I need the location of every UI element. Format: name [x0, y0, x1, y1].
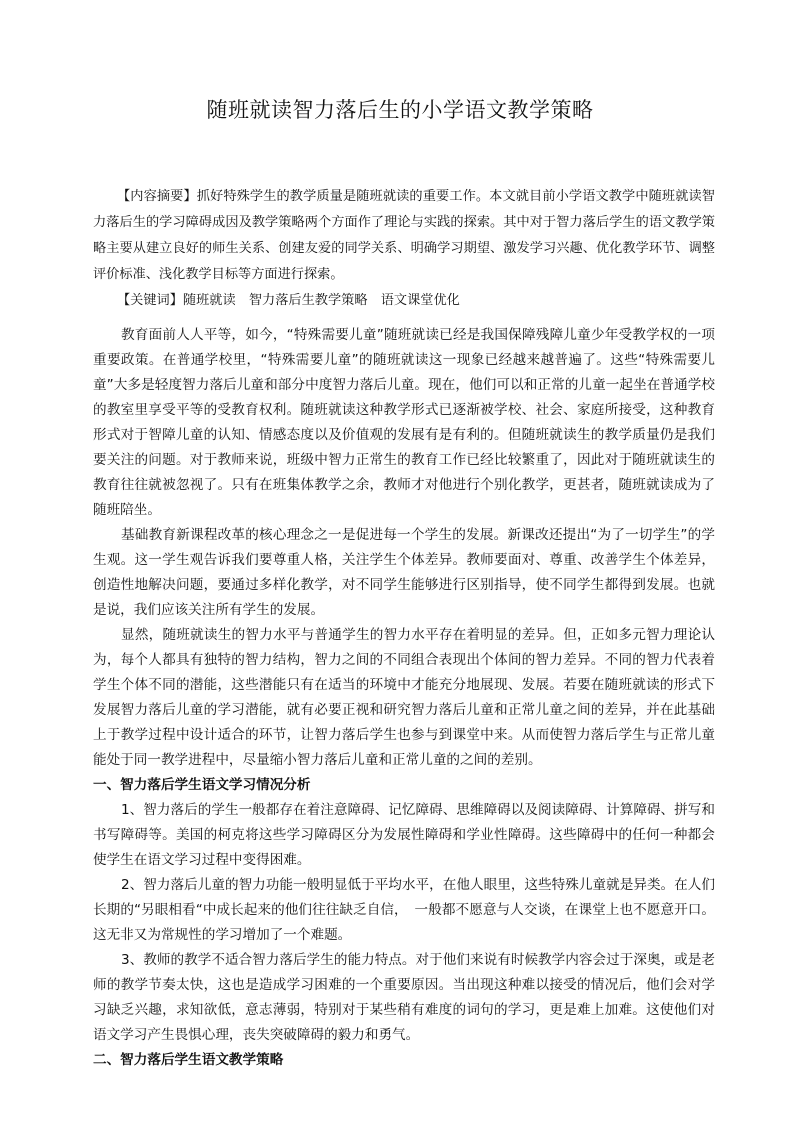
intro-paragraph-2: 基础教育新课程改革的核心理念之一是促进每一个学生的发展。新课改还提出“为了一切学生”的学生观。这一学生观告诉我们要尊重人格，关注学生个体差异。教师要面对、尊重、改善学生个体差异，创造性地解决问题，要通过多样化教学，对不同学生能够进行区别指导，使不同学生都得到发展。也就是说，我们应该关注所有学生的发展。: [93, 527, 715, 618]
abstract-block: [93, 184, 715, 314]
abstract-summary: 【内容摘要】抓好特殊学生的教学质量是随班就读的重要工作。本文就目前小学语文教学中随班就读智力落后生的学习障碍成因及教学策略两个方面作了理论与实践的探索。其中对于智力落后学生的语文教学策略主要从建立良好的师生关系、创建友爱的同学关系、明确学习期望、激发学习兴趣、优化教学环节、调整评价标准、浅化教学目标等方面进行探索。: [93, 189, 715, 282]
document-title: 随班就读智力落后生的小学语文教学策略: [206, 98, 594, 122]
section-1-item-3: 3、教师的教学不适合智力落后学生的能力特点。对于他们来说有时候教学内容会过于深奥，或是老师的教学节奏太快，这也是造成学习困难的一个重要原因。当出现这种难以接受的情况后，他们会对学习缺乏兴趣，求知欲低，意志薄弱，特别对于某些稍有难度的词句的学习，更是难上加难。这使他们对语文学习产生畏惧心理，丧失突破障碍的毅力和勇气。: [93, 952, 715, 1043]
keywords: 【关键词】随班就读 智力落后生教学策略 语文课堂优化: [117, 293, 460, 308]
section-2-heading: 二、智力落后学生语文教学策略: [93, 1052, 284, 1068]
intro-paragraph-3: 显然，随班就读生的智力水平与普通学生的智力水平存在着明显的差异。但，正如多元智力理论认为，每个人都具有独特的智力结构，智力之间的不同组合表现出个体间的智力差异。不同的智力代表着学生个体不同的潜能，这些潜能只有在适当的环境中才能充分地展现、发展。若要在随班就读的形式下发展智力落后儿童的学习潜能，就有必要正视和研究智力落后儿童和正常儿童之间的差异，并在此基础上于教学过程中设计适合的环节，让智力落后学生也参与到课堂中来。从而使智力落后学生与正常儿童能处于同一教学进程中，尽量缩小智力落后儿童和正常儿童的之间的差别。: [93, 627, 715, 768]
intro-paragraph-1: 教育面前人人平等，如今，“特殊需要儿童”随班就读已经是我国保障残障儿童少年受教学权的一项重要政策。在普通学校里，“特殊需要儿童”的随班就读这一现象已经越来越普遍了。这些“特殊需要儿童”大多是轻度智力落后儿童和部分中度智力落后儿童。现在，他们可以和正常的儿童一起坐在普通学校的教室里享受平等的受教育权利。随班就读这种教学形式已逐渐被学校、社会、家庭所接受，这种教育形式对于智障儿童的认知、情感态度以及价值观的发展有是有利的。但随班就读生的教学质量仍是我们要关注的问题。对于教师来说，班级中智力正常生的教育工作已经比较繁重了，因此对于随班就读生的教育往往就被忽视了。只有在班集体教学之余，教师才对他进行个别化教学，更甚者，随班就读成为了随班陪坐。: [93, 327, 715, 518]
section-1-heading: 一、智力落后学生语文学习情况分析: [93, 777, 311, 793]
section-1-item-2: 2、智力落后儿童的智力功能一般明显低于平均水平，在他人眼里，这些特殊儿童就是异类。在人们长期的“另眼相看“中成长起来的他们往往缺乏自信， 一般都不愿意与人交谈，在课堂上也不愿意开口。这无非又为常规性的学习增加了一个难题。: [93, 877, 715, 943]
body-text: [93, 323, 715, 1073]
section-1-item-1: 1、智力落后的学生一般都存在着注意障碍、记忆障碍、思维障碍以及阅读障碍、计算障碍、拼写和书写障碍等。美国的柯克将这些学习障碍区分为发展性障碍和学业性障碍。这些障碍中的任何一种都会使学生在语文学习过程中变得困难。: [93, 802, 715, 868]
